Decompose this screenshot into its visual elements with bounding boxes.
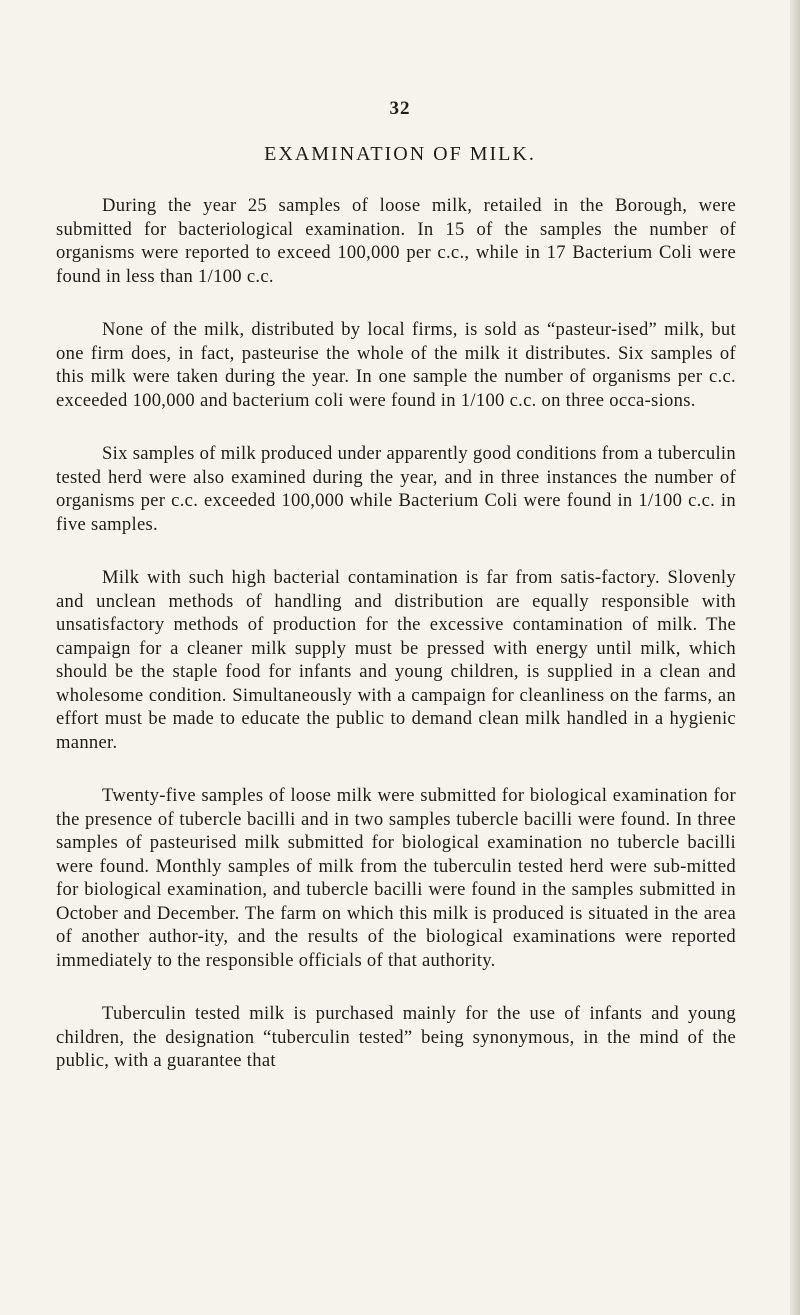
page-edge-shadow [790, 0, 800, 1315]
paragraph: None of the milk, distributed by local firms, is sold as “pasteur-ised” milk, but one firm does, in fact, pasteurise the whole of the milk it distributes. Six samples of this milk were taken during the year. In one sample the number of organisms per c.c. exceeded 100,000 and bacterium coli were found in 1/100 c.c. on three occa-sions. [56, 319, 736, 411]
paragraph: Milk with such high bacterial contamination is far from satis-factory. Slovenly and unclean methods of handling and distribution are equally responsible with unsatisfactory methods of production for the excessive contamination of milk. The campaign for a cleaner milk supply must be pressed with energy until milk, which should be the staple food for infants and young children, is supplied in a clean and wholesome condition. Simultaneously with a campaign for cleanliness on the farms, an effort must be made to educate the public to demand clean milk handled in a hygienic manner. [56, 567, 736, 753]
paragraph: Six samples of milk produced under apparently good conditions from a tuberculin tested herd were also examined during the year, and in three instances the number of organisms per c.c. exceeded 100,000 while Bacterium Coli were found in 1/100 c.c. in five samples. [56, 443, 736, 535]
paragraph: During the year 25 samples of loose milk, retailed in the Borough, were submitted for bacteriological examination. In 15 of the samples the number of organisms were reported to exceed 100,000 per c.c., while in 17 Bacterium Coli were found in less than 1/100 c.c. [56, 195, 736, 287]
paragraph: Tuberculin tested milk is purchased mainly for the use of infants and young children, the designation “tuberculin tested” being synonymous, in the mind of the public, with a guarantee that [56, 1003, 736, 1071]
body-text [56, 194, 736, 1103]
section-heading: EXAMINATION OF MILK. [264, 143, 536, 165]
page-number: 32 [389, 98, 411, 119]
paragraph: Twenty-five samples of loose milk were submitted for biological examination for the presence of tubercle bacilli and in two samples tubercle bacilli were found. In three samples of pasteurised milk submitted for biological examination no tubercle bacilli were found. Monthly samples of milk from the tuberculin tested herd were sub-mitted for biological examination, and tubercle bacilli were found in the samples submitted in October and December. The farm on which this milk is produced is situated in the area of another author-ity, and the results of the biological examinations were reported immediately to the responsible officials of that authority. [56, 785, 736, 971]
